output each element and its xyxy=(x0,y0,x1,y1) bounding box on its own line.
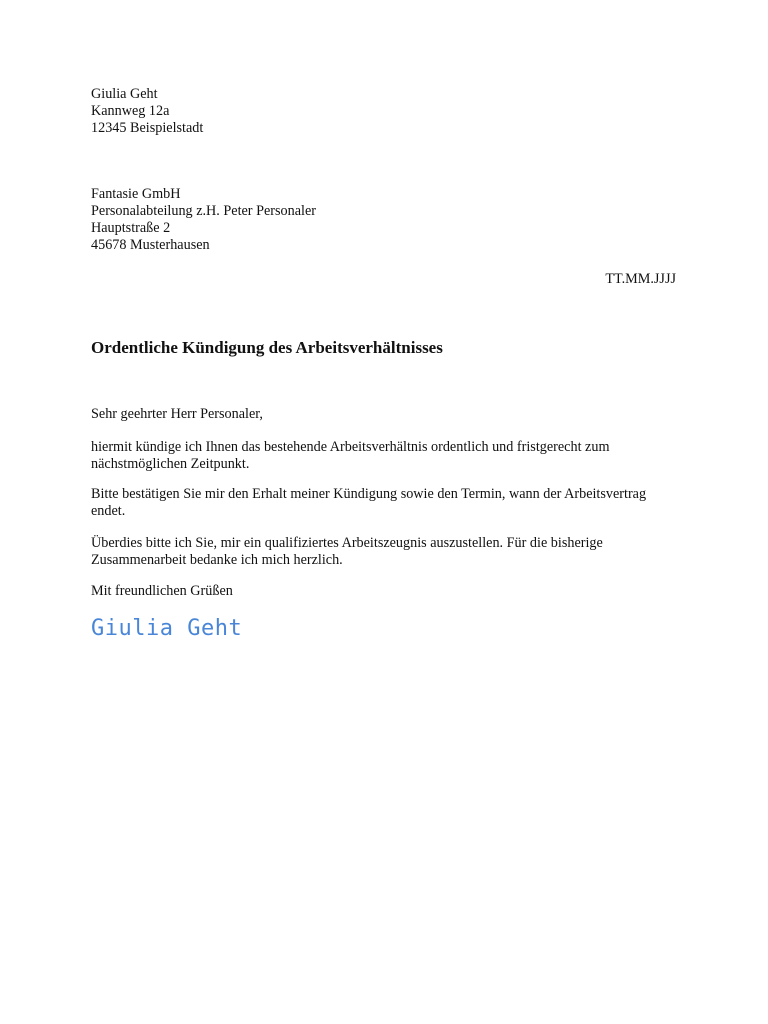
signature: Giulia Geht xyxy=(91,616,243,641)
salutation: Sehr geehrter Herr Personaler, xyxy=(91,406,263,422)
paragraph-3: Überdies bitte ich Sie, mir ein qualifiziertes Arbeitszeugnis auszustellen. Für die bisherige Zusammenarbeit bedanke ich mich herzlich. xyxy=(91,535,603,568)
letter-date: TT.MM.JJJJ xyxy=(605,271,676,287)
sender-street: Kannweg 12a xyxy=(91,103,170,119)
recipient-address xyxy=(91,186,316,254)
letter-subject: Ordentliche Kündigung des Arbeitsverhältnisses xyxy=(91,338,443,357)
closing: Mit freundlichen Grüßen xyxy=(91,583,233,599)
sender-city: 12345 Beispielstadt xyxy=(91,120,204,136)
recipient-company: Fantasie GmbH xyxy=(91,186,181,202)
sender-address xyxy=(91,86,203,137)
sender-name: Giulia Geht xyxy=(91,86,158,102)
paragraph-1: hiermit kündige ich Ihnen das bestehende Arbeitsverhältnis ordentlich und fristgerecht zum nächstmöglichen Zeitpunkt. xyxy=(91,439,610,472)
recipient-street: Hauptstraße 2 xyxy=(91,220,171,236)
recipient-department: Personalabteilung z.H. Peter Personaler xyxy=(91,203,316,219)
paragraph-2: Bitte bestätigen Sie mir den Erhalt meiner Kündigung sowie den Termin, wann der Arbeitsvertrag endet. xyxy=(91,486,647,519)
recipient-city: 45678 Musterhausen xyxy=(91,237,210,253)
